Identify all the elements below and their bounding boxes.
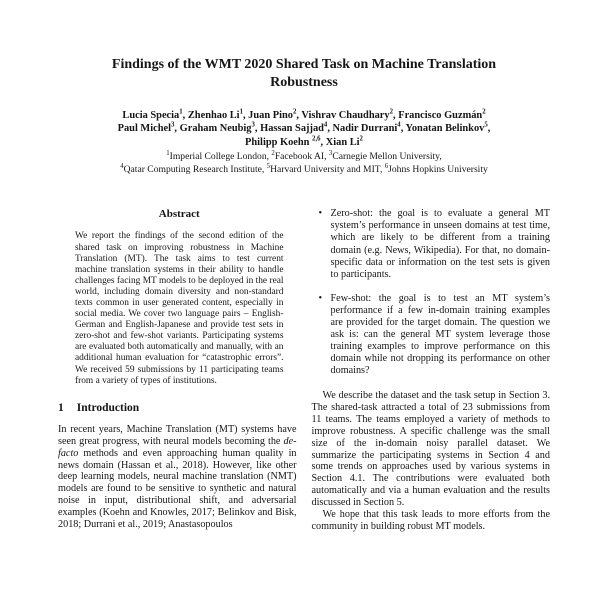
author-name: Lucia Specia: [122, 109, 180, 121]
author-line: [58, 122, 550, 136]
affiliation-name: Harvard University and MIT: [270, 163, 380, 175]
author-affiliation-mark: 4: [397, 121, 401, 129]
author-separator: ,: [296, 109, 302, 121]
affiliation-mark: 5: [266, 162, 271, 170]
affiliation-mark: 1: [166, 150, 170, 158]
author-name: Vishrav Chaudhary: [301, 109, 390, 121]
paper-title: [58, 56, 550, 93]
author-name: Juan Pino: [248, 109, 293, 121]
author-affiliation-mark: 2: [389, 108, 394, 116]
affiliation-mark: 3: [328, 150, 333, 158]
author-separator: ,: [320, 136, 326, 148]
section-number: 1: [58, 401, 64, 414]
author-line: [58, 109, 550, 123]
author-name: Zhenhao Li: [187, 109, 240, 121]
author-affiliation-mark: 2: [482, 108, 486, 116]
affiliation-mark: 2: [271, 150, 275, 158]
affiliation-separator: ,: [439, 151, 442, 163]
author-affiliation-mark: 3: [251, 121, 255, 129]
author-name: Philipp Koehn: [245, 136, 313, 148]
author-affiliation-mark: 2: [292, 108, 297, 116]
author-affiliation-mark: 2: [359, 135, 363, 143]
affiliation-mark: 6: [384, 162, 389, 170]
right-paragraphs: [312, 390, 551, 533]
affiliation-separator: ,: [261, 163, 267, 175]
left-column: [58, 206, 297, 533]
author-affiliation-mark: 2,6: [312, 135, 321, 143]
author-separator: ,: [400, 123, 406, 135]
abstract-section: [58, 208, 297, 386]
body-paragraph: We describe the dataset and the task setup in Section 3. The shared-task attracted a total of 23 submissions from 11 teams. The teams employed a variety of methods to improve robustness. A specific challenge was the small size of the in-domain noisy parallel dataset. We summarize the participating systems in Section 4 and some trends on approaches used by various systems in Section 4.1. The contributions were evaluated both automatically and via a human evaluation and the results discussed in Section 5.: [311, 389, 550, 509]
author-name: Hassan Sajjad: [260, 123, 324, 135]
affiliation-separator: ,: [324, 151, 329, 163]
two-column-body: [58, 206, 550, 533]
author-affiliation-mark: 4: [323, 121, 328, 129]
right-column: [312, 206, 551, 533]
bullet-item: • Zero-shot: the goal is to evaluate a general MT system’s performance in unseen domains at test time, which are likely to be different from a training domain (e.g. News, Wikipedia). For that, no domain-specific data or information on the test sets is given to participants.: [319, 208, 551, 280]
author-separator: ,: [182, 109, 188, 121]
introduction-heading: [58, 402, 297, 414]
title-line-2: Robustness: [270, 75, 338, 91]
affiliation-list: [58, 151, 550, 176]
affiliation-separator: ,: [266, 151, 272, 163]
abstract-text: We report the findings of the second edition of the shared task on improving robustness in Machine Translation (MT). The task aims to test current machine translation systems in their ability to handle challenges facing MT models to be deployed in the real world, including domain diversity and non-standard texts common in user generated content, especially in social media. We cover two language pairs – English-German and English-Japanese and provide test sets in zero-shot and few-shot variants. Participating systems are evaluated both automatically and manually, with an additional human evaluation for “catastrophic errors”. We received 59 submissions by 11 participating teams from a variety of types of institutions.: [75, 231, 284, 386]
paper-header: [58, 56, 550, 176]
introduction-section: [58, 402, 297, 531]
affiliation-name: Imperial College London: [169, 151, 267, 163]
author-separator: ,: [254, 123, 261, 135]
author-affiliation-mark: 3: [171, 121, 175, 129]
author-name: Xian Li: [325, 136, 360, 148]
italic-term: de-facto: [58, 435, 297, 459]
author-separator: ,: [242, 109, 249, 121]
affiliation-line: [58, 151, 550, 163]
author-separator: ,: [393, 109, 399, 121]
author-separator: ,: [174, 123, 180, 135]
author-list: [58, 109, 550, 150]
affiliation-name: Qatar Computing Research Institute: [123, 163, 262, 175]
affiliation-name: Carnegie Mellon University: [332, 151, 440, 163]
author-name: Graham Neubig: [179, 123, 252, 135]
affiliation-name: Facebook AI: [274, 151, 325, 163]
author-affiliation-mark: 1: [239, 108, 243, 116]
author-separator: ,: [487, 123, 491, 135]
affiliation-mark: 4: [120, 162, 124, 170]
abstract-heading: Abstract: [158, 208, 200, 221]
text-run: In recent years, Machine Translation (MT) systems have seen great progress, with neural models becoming the: [58, 423, 297, 447]
introduction-paragraph: [58, 424, 297, 531]
author-name: Francisco Guzmán: [398, 109, 483, 121]
author-separator: ,: [327, 123, 333, 135]
author-name: Yonatan Belinkov: [405, 123, 485, 135]
affiliation-name: Johns Hopkins University: [388, 163, 488, 175]
affiliation-separator: ,: [379, 163, 385, 175]
author-line: [58, 136, 550, 150]
author-affiliation-mark: 5: [484, 121, 488, 129]
author-affiliation-mark: 1: [179, 108, 183, 116]
affiliation-line: [58, 164, 550, 176]
body-paragraph: We hope that this task leads to more efforts from the community in building robust MT models.: [311, 509, 550, 533]
author-name: Nadir Durrani: [332, 123, 398, 135]
author-name: Paul Michel: [117, 123, 172, 135]
bullet-list: [312, 208, 551, 376]
title-line-1: Findings of the WMT 2020 Shared Task on Machine Translation: [111, 57, 497, 72]
text-run: methods and even approaching human quality in news domain (Hassan et al., 2018). However, like other deep learning models, neural machine translation (NMT) models are found to be sensitive to synthetic and natural noise in input, distributional shift, and adversarial examples (Koehn and Knowles, 2017; Belinkov and Bisk, 2018; Durrani et al., 2019; Anastasopoulos: [58, 447, 297, 531]
section-title: Introduction: [76, 401, 140, 414]
bullet-item: • Few-shot: the goal is to test an MT system’s performance if a few in-domain training examples are provided for the target domain. The question we ask is: can the general MT system leverage those training examples to improve performance on this domain while not dropping its performance on other domains?: [319, 293, 551, 377]
